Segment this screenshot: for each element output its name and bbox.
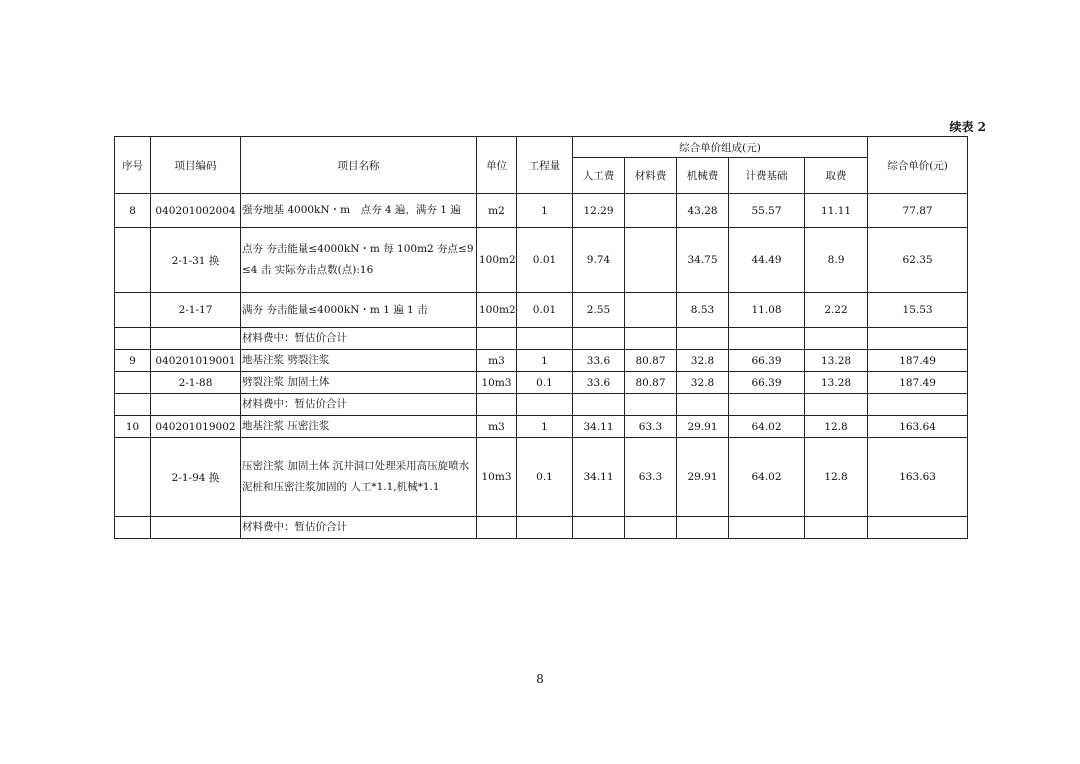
header-unit-price: 综合单价(元) [868, 137, 968, 194]
cell-code: 2-1-94 换 [151, 438, 241, 517]
table-row [115, 328, 968, 350]
cell-name: 强夯地基 4000kN・m 点夯 4 遍，满夯 1 遍 [241, 194, 477, 228]
header-code: 项目编码 [151, 137, 241, 194]
cell-fee-base [729, 517, 805, 539]
table-row [115, 517, 968, 539]
cell-fee: 8.9 [805, 228, 868, 293]
cell-machine: 8.53 [677, 293, 729, 328]
cell-material [625, 194, 677, 228]
cell-material [625, 328, 677, 350]
cell-unit-price: 15.53 [868, 293, 968, 328]
cell-machine: 32.8 [677, 350, 729, 372]
cell-unit: m3 [477, 416, 517, 438]
cell-quantity: 0.01 [517, 228, 573, 293]
cell-seq: 8 [115, 194, 151, 228]
table-row [115, 372, 968, 394]
cell-material: 80.87 [625, 372, 677, 394]
table-row [115, 194, 968, 228]
cell-labor [573, 328, 625, 350]
cell-code: 040201019001 [151, 350, 241, 372]
cell-code: 2-1-31 换 [151, 228, 241, 293]
cell-fee-base: 44.49 [729, 228, 805, 293]
cell-labor: 34.11 [573, 438, 625, 517]
cell-fee: 12.8 [805, 438, 868, 517]
cell-code: 2-1-88 [151, 372, 241, 394]
cell-quantity [517, 394, 573, 416]
header-machine: 机械费 [677, 158, 729, 194]
header-fee-base: 计费基础 [729, 158, 805, 194]
cell-unit: 10m3 [477, 372, 517, 394]
cell-unit-price [868, 328, 968, 350]
cell-quantity [517, 517, 573, 539]
cell-unit-price: 62.35 [868, 228, 968, 293]
cell-fee: 13.28 [805, 372, 868, 394]
cell-material [625, 228, 677, 293]
cell-material [625, 293, 677, 328]
cell-seq [115, 438, 151, 517]
cell-quantity: 1 [517, 350, 573, 372]
table-row [115, 438, 968, 517]
cell-unit: 10m3 [477, 438, 517, 517]
cell-unit: m2 [477, 194, 517, 228]
cell-name: 劈裂注浆 加固土体 [241, 372, 477, 394]
cell-fee-base: 66.39 [729, 372, 805, 394]
cell-machine: 43.28 [677, 194, 729, 228]
cell-seq [115, 228, 151, 293]
cell-name: 材料费中：暂估价合计 [241, 328, 477, 350]
cell-code [151, 394, 241, 416]
cell-unit-price [868, 394, 968, 416]
header-labor: 人工费 [573, 158, 625, 194]
cell-unit [477, 328, 517, 350]
cell-fee: 12.8 [805, 416, 868, 438]
cell-fee-base: 11.08 [729, 293, 805, 328]
cell-seq: 10 [115, 416, 151, 438]
unit-price-analysis-table [114, 136, 968, 539]
cell-name: 压密注浆 加固土体 沉井洞口处理采用高压旋喷水泥桩和压密注浆加固的 人工*1.1,机械*1.1 [241, 438, 477, 517]
cell-code [151, 517, 241, 539]
cell-material: 63.3 [625, 438, 677, 517]
cell-fee-base: 64.02 [729, 416, 805, 438]
cell-labor [573, 517, 625, 539]
cell-name: 点夯 夯击能量≤4000kN・m 每 100m2 夯点≤9 ≤4 击 实际夯击点数(点):16 [241, 228, 477, 293]
cell-machine: 29.91 [677, 438, 729, 517]
cell-labor: 33.6 [573, 350, 625, 372]
cell-unit: 100m2 [477, 228, 517, 293]
table-row [115, 350, 968, 372]
cell-labor: 33.6 [573, 372, 625, 394]
table-row [115, 394, 968, 416]
header-seq: 序号 [115, 137, 151, 194]
cell-name: 材料费中：暂估价合计 [241, 394, 477, 416]
cell-name: 材料费中：暂估价合计 [241, 517, 477, 539]
cell-material [625, 517, 677, 539]
cell-material: 63.3 [625, 416, 677, 438]
cell-unit [477, 517, 517, 539]
cell-code: 040201002004 [151, 194, 241, 228]
continuation-label: 续表 2 [949, 120, 986, 134]
cell-fee [805, 517, 868, 539]
header-unit: 单位 [477, 137, 517, 194]
cell-seq [115, 517, 151, 539]
table-row [115, 228, 968, 293]
cell-labor: 9.74 [573, 228, 625, 293]
cell-fee-base: 55.57 [729, 194, 805, 228]
header-name: 项目名称 [241, 137, 477, 194]
cell-unit-price [868, 517, 968, 539]
header-quantity: 工程量 [517, 137, 573, 194]
cell-fee [805, 394, 868, 416]
cell-material [625, 394, 677, 416]
cell-fee: 13.28 [805, 350, 868, 372]
cell-labor [573, 394, 625, 416]
cell-unit-price: 187.49 [868, 350, 968, 372]
table-row [115, 416, 968, 438]
cell-fee-base: 64.02 [729, 438, 805, 517]
cell-fee: 11.11 [805, 194, 868, 228]
cell-quantity: 0.1 [517, 372, 573, 394]
cell-name: 地基注浆 压密注浆 [241, 416, 477, 438]
cell-quantity: 1 [517, 194, 573, 228]
header-fee: 取费 [805, 158, 868, 194]
cell-unit-price: 77.87 [868, 194, 968, 228]
cell-machine [677, 394, 729, 416]
cell-unit-price: 187.49 [868, 372, 968, 394]
table-row [115, 293, 968, 328]
cell-unit-price: 163.64 [868, 416, 968, 438]
cell-quantity: 0.1 [517, 438, 573, 517]
cell-seq [115, 372, 151, 394]
cell-labor: 2.55 [573, 293, 625, 328]
cell-machine: 34.75 [677, 228, 729, 293]
cell-material: 80.87 [625, 350, 677, 372]
cell-seq [115, 293, 151, 328]
cell-quantity: 0.01 [517, 293, 573, 328]
cell-code: 2-1-17 [151, 293, 241, 328]
cell-fee-base: 66.39 [729, 350, 805, 372]
cell-unit: 100m2 [477, 293, 517, 328]
page-number: 8 [536, 672, 544, 686]
cell-seq [115, 328, 151, 350]
cell-code [151, 328, 241, 350]
cell-unit-price: 163.63 [868, 438, 968, 517]
cell-seq [115, 394, 151, 416]
cell-seq: 9 [115, 350, 151, 372]
cell-fee-base [729, 328, 805, 350]
cell-fee [805, 328, 868, 350]
cell-code: 040201019002 [151, 416, 241, 438]
cell-machine: 29.91 [677, 416, 729, 438]
cell-fee-base [729, 394, 805, 416]
cell-quantity: 1 [517, 416, 573, 438]
cell-name: 地基注浆 劈裂注浆 [241, 350, 477, 372]
cell-name: 满夯 夯击能量≤4000kN・m 1 遍 1 击 [241, 293, 477, 328]
header-material: 材料费 [625, 158, 677, 194]
header-price-composition: 综合单价组成(元) [573, 137, 868, 158]
cell-machine: 32.8 [677, 372, 729, 394]
cell-quantity [517, 328, 573, 350]
cell-machine [677, 328, 729, 350]
cell-labor: 34.11 [573, 416, 625, 438]
cell-fee: 2.22 [805, 293, 868, 328]
cell-unit: m3 [477, 350, 517, 372]
cell-machine [677, 517, 729, 539]
cell-labor: 12.29 [573, 194, 625, 228]
cell-unit [477, 394, 517, 416]
